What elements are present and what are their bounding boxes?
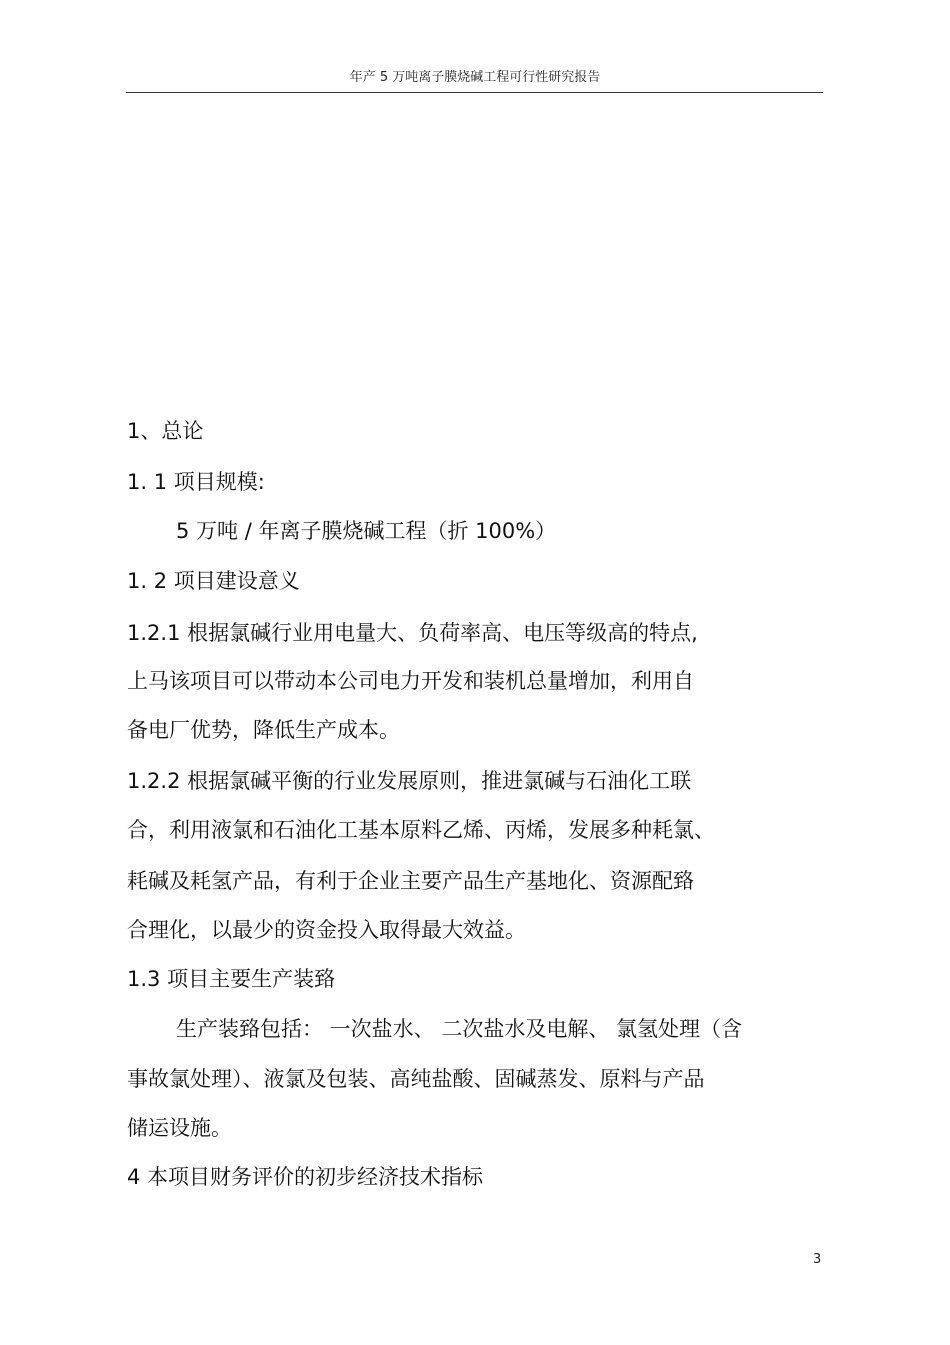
section-heading-4: 4 本项目财务评价的初步经济技术指标 <box>127 1165 484 1189</box>
paragraph-1-2-2-line: 1.2.2 根据氯碱平衡的行业发展原则，推进氯碱与石油化工联 <box>127 769 692 793</box>
project-scale-text: 5 万吨 / 年离子膜烧碱工程（折 100%） <box>176 519 557 543</box>
paragraph-1-2-1-line: 1.2.1 根据氯碱行业用电量大、负荷率高、电压等级高的特点, <box>127 621 698 645</box>
section-heading-1-1: 1. 1 项目规模: <box>127 470 265 494</box>
section-heading-1: 1、总论 <box>127 419 204 443</box>
paragraph-1-2-1-line: 备电厂优势，降低生产成本。 <box>127 718 400 742</box>
section-heading-1-3: 1.3 项目主要生产装臵 <box>127 967 336 991</box>
paragraph-1-2-1-line: 上马该项目可以带动本公司电力开发和装机总量增加，利用自 <box>127 669 694 693</box>
page-number: 3 <box>813 1252 822 1267</box>
paragraph-1-2-2-line: 合，利用液氯和石油化工基本原料乙烯、丙烯，发展多种耗氯、 <box>127 818 715 842</box>
running-header: 年产 5 万吨离子膜烧碱工程可行性研究报告 <box>349 70 601 85</box>
section-heading-1-2: 1. 2 项目建设意义 <box>127 569 300 593</box>
paragraph-1-3-line: 生产装臵包括： 一次盐水、 二次盐水及电解、 氯氢处理（含 <box>176 1017 743 1041</box>
paragraph-1-3-line: 储运设施。 <box>127 1116 232 1140</box>
paragraph-1-2-2-line: 合理化，以最少的资金投入取得最大效益。 <box>127 918 526 942</box>
paragraph-1-3-line: 事故氯处理）、液氯及包装、高纯盐酸、固碱蒸发、原料与产品 <box>127 1067 705 1091</box>
paragraph-1-2-2-line: 耗碱及耗氢产品，有利于企业主要产品生产基地化、资源配臵 <box>127 869 694 893</box>
header-rule <box>126 92 823 93</box>
